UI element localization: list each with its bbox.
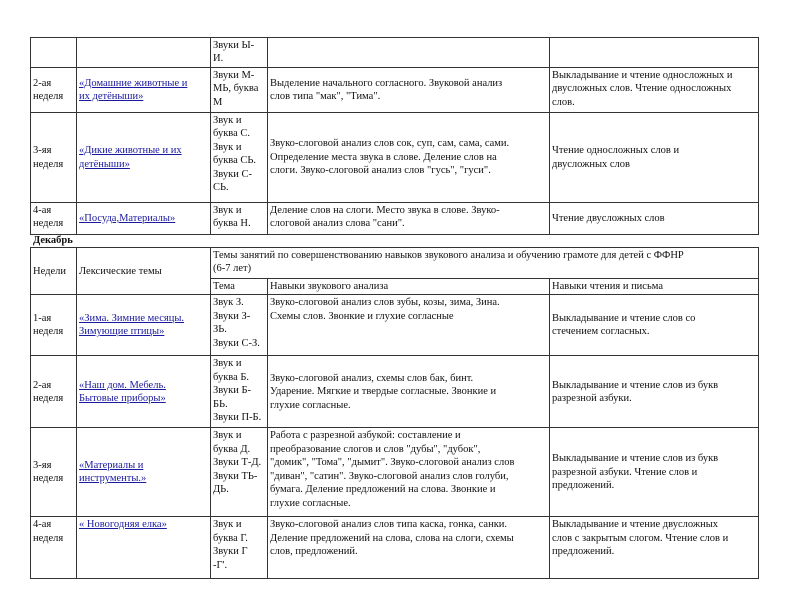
table-row bbox=[31, 113, 759, 203]
sounds-cell: Звуки Ы- И. bbox=[211, 38, 268, 68]
reading-cell: Выкладывание и чтение слов со стечением согласных. bbox=[550, 295, 759, 356]
november-table bbox=[30, 37, 759, 235]
topic-link[interactable]: « Новогодняя елка» bbox=[77, 517, 211, 579]
analysis-cell: Деление слов на слоги. Место звука в слове. Звуко- слоговой анализ слова "сани". bbox=[268, 203, 550, 235]
reading-cell: Выкладывание и чтение односложных и двусложных слов. Чтение односложных слов. bbox=[550, 68, 759, 113]
week-cell bbox=[31, 38, 77, 68]
table-row bbox=[31, 517, 759, 579]
table-row bbox=[31, 68, 759, 113]
topic-link[interactable]: «Дикие животные и их детёныши» bbox=[77, 113, 211, 203]
topic-link[interactable]: «Домашние животные и их детёныши» bbox=[77, 68, 211, 113]
header-topics: Лексические темы bbox=[77, 248, 211, 295]
reading-cell: Выкладывание и чтение слов из букв разрезной азбуки. bbox=[550, 356, 759, 428]
week-cell: 4-ая неделя bbox=[31, 517, 77, 579]
header-row bbox=[31, 248, 759, 279]
subheader-theme: Тема bbox=[211, 279, 268, 295]
analysis-cell: Звуко-слоговой анализ слов типа каска, гонка, санки. Деление предложений на слова, слова на слоги, схемы слов, предложений. bbox=[268, 517, 550, 579]
topic-link[interactable]: «Материалы и инструменты.» bbox=[77, 428, 211, 517]
sounds-cell: Звук и буква Б. Звуки Б- БЬ. Звуки П-Б. bbox=[211, 356, 268, 428]
week-cell: 3-яя неделя bbox=[31, 428, 77, 517]
week-cell: 1-ая неделя bbox=[31, 295, 77, 356]
header-weeks: Недели bbox=[31, 248, 77, 295]
table-row bbox=[31, 38, 759, 68]
analysis-cell bbox=[268, 38, 550, 68]
analysis-cell: Выделение начального согласного. Звуковой анализ слов типа "мак", "Тима". bbox=[268, 68, 550, 113]
header-group: Темы занятий по совершенствованию навыков звукового анализа и обучению грамоте для детей с ФФНР (6-7 лет) bbox=[211, 248, 759, 279]
december-table bbox=[30, 247, 759, 579]
analysis-cell: Звуко-слоговой анализ слов сок, суп, сам, сама, сами. Определение места звука в слове. Деление слов на слоги. Звуко-слоговой анализ слов "гусь", "гуси". bbox=[268, 113, 550, 203]
week-cell: 4-ая неделя bbox=[31, 203, 77, 235]
topic-link[interactable]: «Посуда,Материалы» bbox=[77, 203, 211, 235]
subheader-reading: Навыки чтения и письма bbox=[550, 279, 759, 295]
reading-cell: Чтение односложных слов и двусложных слов bbox=[550, 113, 759, 203]
topic-link[interactable]: «Наш дом. Мебель. Бытовые приборы» bbox=[77, 356, 211, 428]
topic-link[interactable]: «Зима. Зимние месяцы. Зимующие птицы» bbox=[77, 295, 211, 356]
section-heading-december: Декабрь bbox=[33, 235, 73, 246]
reading-cell: Выкладывание и чтение двусложных слов с закрытым слогом. Чтение слов и предложений. bbox=[550, 517, 759, 579]
sounds-cell: Звук и буква Д. Звуки Т-Д. Звуки ТЬ- ДЬ. bbox=[211, 428, 268, 517]
table-row bbox=[31, 203, 759, 235]
reading-cell: Чтение двусложных слов bbox=[550, 203, 759, 235]
table-row bbox=[31, 356, 759, 428]
sounds-cell: Звук и буква Н. bbox=[211, 203, 268, 235]
week-cell: 2-ая неделя bbox=[31, 68, 77, 113]
sounds-cell: Звуки М- МЬ, буква М bbox=[211, 68, 268, 113]
reading-cell: Выкладывание и чтение слов из букв разрезной азбуки. Чтение слов и предложений. bbox=[550, 428, 759, 517]
analysis-cell: Звуко-слоговой анализ слов зубы, козы, зима, Зина. Схемы слов. Звонкие и глухие согласные bbox=[268, 295, 550, 356]
week-cell: 2-ая неделя bbox=[31, 356, 77, 428]
analysis-cell: Звуко-слоговой анализ, схемы слов бак, бинт. Ударение. Мягкие и твердые согласные. Звонкие и глухие согласные. bbox=[268, 356, 550, 428]
table-row bbox=[31, 428, 759, 517]
topic-cell bbox=[77, 38, 211, 68]
subheader-analysis: Навыки звукового анализа bbox=[268, 279, 550, 295]
sounds-cell: Звук и буква С. Звук и буква СЬ. Звуки С- СЬ. bbox=[211, 113, 268, 203]
reading-cell bbox=[550, 38, 759, 68]
sounds-cell: Звук З. Звуки З- ЗЬ. Звуки С-З. bbox=[211, 295, 268, 356]
sounds-cell: Звук и буква Г. Звуки Г -Г'. bbox=[211, 517, 268, 579]
table-row bbox=[31, 295, 759, 356]
week-cell: 3-яя неделя bbox=[31, 113, 77, 203]
analysis-cell: Работа с разрезной азбукой: составление и преобразование слогов и слов "дубы", "дубок", "домик", "Тома", "дымит". Звуко-слоговой анализ слов "диван", "сатин". Звуко-слоговой анализ слов голуби, бумага. Деление предложений на слова. Звонкие и глухие согласные. bbox=[268, 428, 550, 517]
